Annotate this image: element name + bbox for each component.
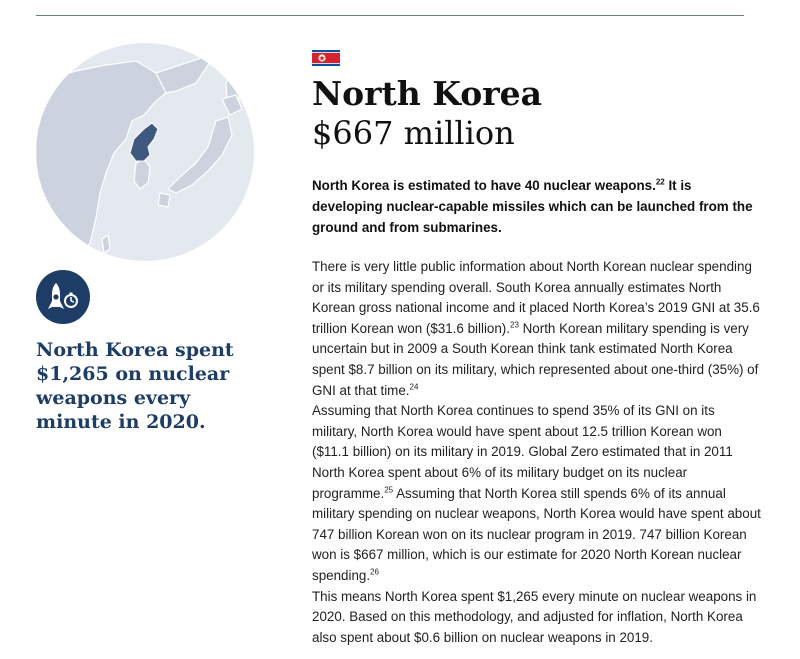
footnote-ref-23[interactable]: 23 (510, 320, 519, 330)
lead-text-2: It is developing nuclear-capable missiles which can be launched from the ground and from submarines. (312, 178, 753, 235)
lead-paragraph (312, 175, 757, 238)
body-sentence-5: This means North Korea spent $1,265 every minute on nuclear weapons in 2020. Based on this methodology, and adjusted for inflation, North Korea also spent about $0.6 billion on nuclear weapons in 2019. (312, 588, 757, 645)
body-sentence-3: Assuming that North Korea continues to spend 35% of its GNI on its military, North Korea would have spent about 12.5 trillion Korean won ($11.1 billion) on its military in 2019. Global Zero estimated that in 2011 North Korea spent about 6% of its military budget on its nuclear programme. (312, 403, 733, 501)
north-korea-locator-map (36, 43, 254, 261)
country-title: North Korea (312, 74, 543, 113)
nuclear-spending-amount: $667 million (312, 114, 515, 152)
nuclear-missile-stopwatch-icon (36, 270, 90, 324)
footnote-ref-22[interactable]: 22 (655, 177, 665, 187)
north-korea-flag-icon (312, 50, 340, 66)
body-sentence-4: Assuming that North Korea still spends 6% of its annual military spending on nuclear weapons, North Korea would have spent about 747 billion Korean won on its nuclear program in 2019. 747 billion Korean won is $667 million, which is our estimate for 2020 North Korean nuclear spending. (312, 485, 761, 583)
footnote-ref-25[interactable]: 25 (384, 485, 394, 495)
footnote-ref-24[interactable]: 24 (409, 382, 419, 392)
body-sentence-2: North Korean military spending is very uncertain but in 2009 a South Korean think tank estimated North Korea spent $8.7 billion on its military, which represented about one-third (35%) of GNI at that time. (312, 320, 759, 398)
lead-text-1: North Korea is estimated to have 40 nuclear weapons. (312, 178, 656, 193)
body-sentence-1: There is very little public information about North Korean nuclear spending or its military spending overall. South Korea annually estimates North Korean gross national income and it placed North Korea’s 2019 GNI at 35.6 trillion Korean won ($31.6 billion). (312, 259, 760, 336)
footnote-ref-26[interactable]: 26 (370, 567, 379, 577)
spending-per-minute-stat: North Korea spent $1,265 on nuclear weapons every minute in 2020. (36, 339, 234, 433)
body-text (312, 257, 762, 648)
top-divider (36, 15, 744, 16)
